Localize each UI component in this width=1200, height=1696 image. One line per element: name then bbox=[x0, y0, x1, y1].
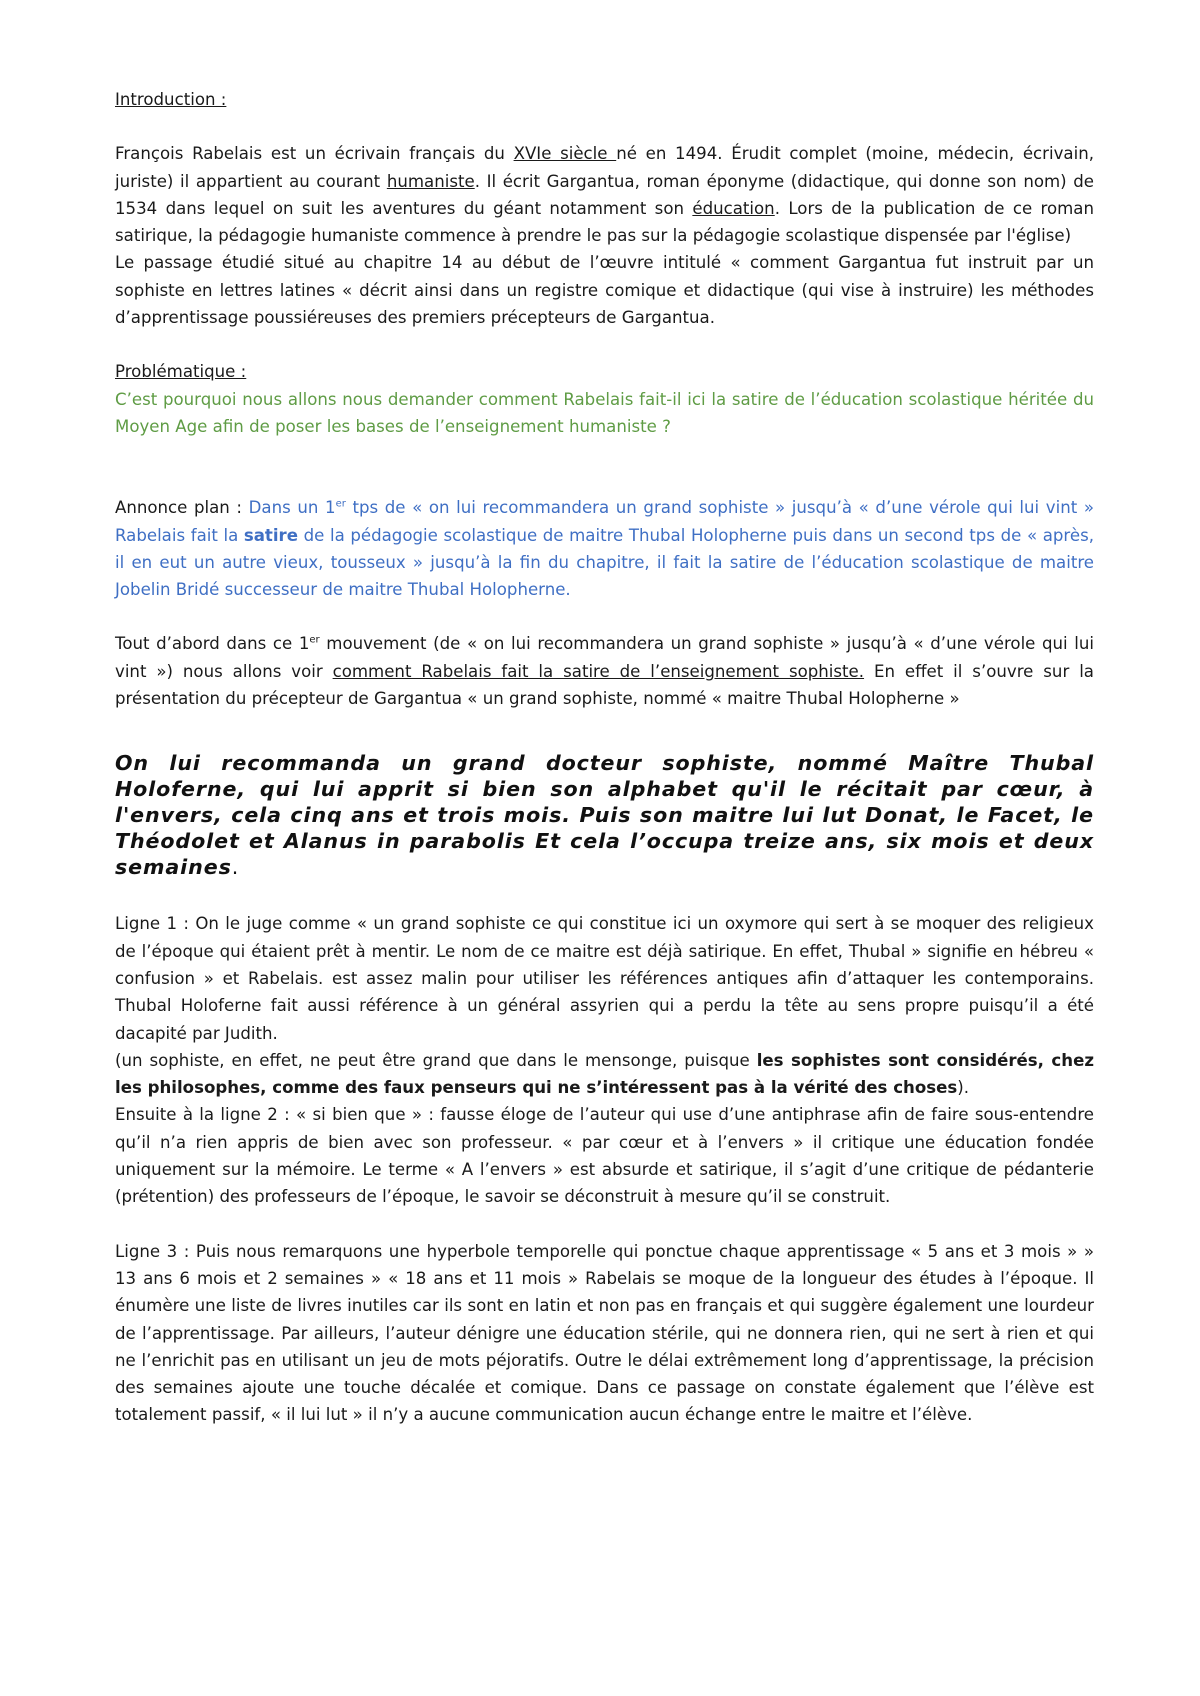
ligne2-paragraph: Ensuite à la ligne 2 : « si bien que » : fausse éloge de l’auteur qui use d’une antiphrase afin de faire sous-entendre qu’il n’a rien appris de bien avec son professeur. « par cœur et à l’envers » il critique une éducation fondée uniquement sur la mémoire. Le terme « A l’envers » est absurde et satirique, il s’agit d’une critique de pédanterie (prétention) des professeurs de l’époque, le savoir se déconstruit à mesure qu’il se construit. bbox=[115, 1105, 1094, 1207]
problematique-heading: Problématique : bbox=[115, 362, 247, 382]
ligne1-paragraph: Ligne 1 : On le juge comme « un grand sophiste ce qui constitue ici un oxymore qui sert à se moquer des religieux de l’époque qui étaient prêt à mentir. Le nom de ce maitre est déjà satirique. En effet, Thubal » signifie en hébreu « confusion » et Rabelais. est assez malin pour utiliser les références antiques afin d’attaquer les contemporains. Thubal Holoferne fait aussi référence à un général assyrien qui a perdu la tête au sens propre puisqu’il a été dacapité par Judith. bbox=[115, 914, 1094, 1043]
link-siecle: XVIe siècle bbox=[513, 144, 617, 164]
ligne3-paragraph: Ligne 3 : Puis nous remarquons une hyperbole temporelle qui ponctue chaque apprentissage « 5 ans et 3 mois » » 13 ans 6 mois et 2 semaines » « 18 ans et 11 mois » Rabelais se moque de la longueur des études à l’époque. Il énumère une liste de livres inutiles car ils sont en latin et non pas en français et qui suggère également une lourdeur de l’apprentissage. Par ailleurs, l’auteur dénigre une éducation stérile, qui ne donnera rien, qui ne sert à rien et qui ne l’enrichit pas en utilisant un jeu de mots péjoratifs. Outre le délai extrêmement long d’apprentissage, la précision des semaines ajoute une touche décalée et comique. Dans ce passage on constate également que l’élève est totalement passif, « il lui lut » il n’y a aucune communication aucun échange entre le maitre et l’élève. bbox=[115, 1241, 1094, 1425]
plan-label: Annonce plan : bbox=[115, 498, 249, 518]
mouvement-paragraph: Tout d’abord dans ce 1er mouvement (de « on lui recommandera un grand sophiste » jusqu’à « d’une vérole qui lui vint ») nous allons voir comment Rabelais fait la satire de l’enseignement sophiste. En effet il s’ouvre sur la présentation du précepteur de Gargantua « un grand sophiste, nommé « maitre Thubal Holopherne » bbox=[115, 634, 1094, 709]
link-humaniste: humaniste bbox=[386, 171, 475, 191]
intro-heading: Introduction : bbox=[115, 90, 227, 109]
parenthesis-paragraph: (un sophiste, en effet, ne peut être grand que dans le mensonge, puisque les sophistes sont considérés, chez les philosophes, comme des faux penseurs qui ne s’intéressent pas à la vérité des choses). bbox=[115, 1050, 1094, 1098]
intro-paragraph: François Rabelais est un écrivain français du XVIe siècle né en 1494. Érudit complet (moine, médecin, écrivain, juriste) il appartient au courant humaniste. Il écrit Gargantua, roman éponyme (didactique, qui donne son nom) de 1534 dans lequel on suit les aventures du géant notamment son éducation. Lors de la publication de ce roman satirique, la pédagogie humaniste commence à prendre le pas sur la pédagogie scolastique dispensée par l'église) bbox=[115, 144, 1094, 246]
plan-paragraph: Annonce plan : Dans un 1er tps de « on lui recommandera un grand sophiste » jusqu’à « d’une vérole qui lui vint » Rabelais fait la satire de la pédagogie scolastique de maitre Thubal Holopherne puis dans un second tps de « après, il en eut un autre vieux, tousseux » jusqu’à la fin du chapitre, il fait la satire de l’éducation scolastique de maitre Jobelin Bridé successeur de maitre Thubal Holopherne. bbox=[115, 498, 1094, 600]
passage-paragraph: Le passage étudié situé au chapitre 14 au début de l’œuvre intitulé « comment Gargantua fut instruit par un sophiste en lettres latines « décrit ainsi dans un registre comique et didactique (qui vise à instruire) les méthodes d’apprentissage poussiéreuses des premiers précepteurs de Gargantua. bbox=[115, 253, 1094, 328]
link-education: éducation bbox=[692, 198, 775, 218]
quote-block: On lui recommanda un grand docteur sophiste, nommé Maître Thubal Holoferne, qui lui apprit si bien son alphabet qu'il le récitait par cœur, à l'envers, cela cinq ans et trois mois. Puis son maitre lui lut Donat, le Facet, le Théodolet et Alanus in parabolis Et cela l’occupa treize ans, six mois et deux semaines. bbox=[115, 751, 1094, 880]
problematique-text: C’est pourquoi nous allons nous demander comment Rabelais fait-il ici la satire de l’éducation scolastique héritée du Moyen Age afin de poser les bases de l’enseignement humaniste ? bbox=[115, 389, 1094, 436]
